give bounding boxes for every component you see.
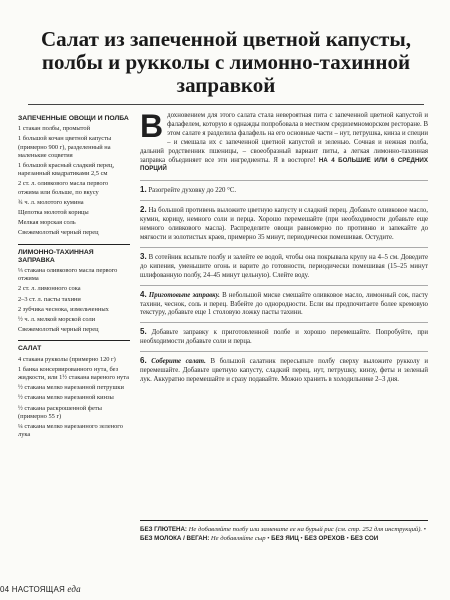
ingredient-item: 1 большой кочан цветной капусты (примерно 900 г), разделенный на маленькие соцветия bbox=[18, 135, 112, 159]
section-heading: ЗАПЕЧЕННЫЕ ОВОЩИ И ПОЛБА bbox=[18, 115, 129, 122]
step-1 bbox=[140, 180, 428, 196]
step-number: 4. bbox=[140, 289, 147, 299]
step-6 bbox=[140, 351, 428, 385]
bullet-separator: • bbox=[300, 535, 303, 542]
ingredient-item: 1 стакан полбы, промытой bbox=[18, 125, 91, 133]
step-5 bbox=[140, 322, 428, 347]
diet-text-gluten: Не добавляйте полбу или замените ее на бурый рис (см. стр. 252 для инструкций). bbox=[188, 526, 423, 533]
step-number: 5. bbox=[140, 327, 147, 337]
yield-note: НА 4 БОЛЬШИЕ ИЛИ 6 СРЕДНИХ ПОРЦИЙ bbox=[140, 156, 429, 173]
step-title: Приготовьте заправку. bbox=[148, 291, 220, 299]
ingredient-item: 4 стакана рукколы (примерно 120 г) bbox=[18, 355, 116, 363]
bullet-separator: • bbox=[267, 535, 270, 542]
diet-text-milk: Не добавляйте сыр bbox=[210, 535, 266, 542]
step-3 bbox=[140, 247, 428, 281]
ingredients-section-vegetables bbox=[18, 115, 130, 245]
ingredient-item: Свежемолотый черный перец bbox=[18, 326, 99, 334]
intro-text: дохновением для этого салата стала невероятная пита с запеченной цветной капустой и фалафелем, которую я однажды попробовала в местном средиземноморском ресторане. В этом салате я разделила фалафель на его основные части – нут, петрушка, кинза и специи – и смешала их с запеченной цветной капустой и зеленью. Сочная и нежная полба, дальний родственник пшеницы, – своеобразный вариант питы, а легкая лимонно-тахинная заправка объединяет все эти ингредиенты. Я в восторге! bbox=[140, 112, 428, 164]
step-text: В сотейник всыпьте полбу и залейте ее водой, чтобы она покрывала крупу на 4–5 см. Доведите до кипения, уменьшите огонь и варите до готовности, периодически помешивая (15–25 минут шлифованную полбу, 24–45 минут цельную). Слейте воду. bbox=[140, 253, 428, 279]
ingredient-item: 1 банка консервированного нута, без жидкости, или 1½ стакана вареного нута bbox=[18, 365, 129, 382]
ingredient-item: 2 ст. л. оливкового масла первого отжима или больше, по вкусу bbox=[18, 180, 109, 196]
step-title: Соберите салат. bbox=[151, 358, 206, 366]
page-number: 04 bbox=[0, 585, 10, 594]
page-footer bbox=[0, 584, 81, 594]
step-4 bbox=[140, 285, 428, 319]
ingredients-section-dressing bbox=[18, 249, 130, 342]
ingredient-item: ½ ч. л. мелкой морской соли bbox=[18, 316, 96, 324]
step-number: 6. bbox=[140, 356, 147, 366]
ingredient-item: ½ стакана раскрошенной феты (примерно 55 г) bbox=[18, 404, 102, 420]
ingredient-item: ¼ стакана мелко нарезанного зеленого лука bbox=[18, 423, 123, 439]
recipe-title: Салат из запеченной цветной капусты, полбы и рукколы с лимонно-тахинной заправкой bbox=[41, 27, 411, 97]
diet-label-egg: БЕЗ ЯИЦ bbox=[271, 535, 299, 542]
bullet-separator: • bbox=[423, 526, 427, 533]
diet-label-nut: БЕЗ ОРЕХОВ bbox=[304, 535, 345, 542]
section-heading: САЛАТ bbox=[18, 345, 42, 353]
bullet-separator: • bbox=[346, 535, 349, 542]
footer-brand: НАСТОЯЩАЯ bbox=[11, 585, 65, 594]
dietary-notes bbox=[140, 520, 428, 543]
steps-list bbox=[140, 180, 428, 385]
recipe-body bbox=[140, 108, 429, 385]
diet-label-gluten: БЕЗ ГЛЮТЕНА: bbox=[140, 526, 187, 533]
ingredients-sidebar bbox=[18, 112, 130, 450]
step-2 bbox=[140, 200, 428, 243]
ingredient-item: ½ стакана мелко нарезанной кинзы bbox=[18, 394, 114, 402]
diet-label-soy: БЕЗ СОИ bbox=[350, 535, 379, 542]
ingredient-item: Свежемолотый черный перец bbox=[18, 229, 99, 237]
ingredient-item: 2 зубчика чеснока, измельченных bbox=[18, 305, 109, 313]
step-number: 1. bbox=[140, 185, 147, 195]
step-text: Добавьте заправку к приготовленной полбе и хорошо перемешайте. Попробуйте, при необходимости добавьте соли и перца. bbox=[140, 329, 428, 346]
ingredient-item: 1 большой красный сладкий перец, нарезанный квадратиками 2,5 см bbox=[18, 162, 115, 178]
section-heading: ЛИМОННО-ТАХИННАЯ ЗАПРАВКА bbox=[18, 248, 94, 264]
intro-paragraph bbox=[140, 108, 429, 174]
step-text: Разогрейте духовку до 220 °С. bbox=[148, 187, 237, 195]
ingredient-item: ½ стакана мелко нарезанной петрушки bbox=[18, 384, 124, 392]
diet-label-milk: БЕЗ МОЛОКА / ВЕГАН: bbox=[140, 535, 210, 542]
ingredient-item: 2 ст. л. лимонного сока bbox=[18, 285, 81, 293]
ingredient-item: Щепотка молотой корицы bbox=[18, 209, 89, 217]
ingredient-item: 2–3 ст. л. пасты тахини bbox=[18, 295, 81, 303]
ingredients-section-salad bbox=[18, 345, 130, 445]
title-divider bbox=[28, 104, 424, 105]
step-number: 2. bbox=[140, 205, 147, 215]
ingredient-item: ⅓ стакана оливкового масла первого отжима bbox=[18, 267, 118, 283]
ingredient-item: ¾ ч. л. молотого кумина bbox=[18, 198, 84, 206]
ingredient-item: Мелкая морская соль bbox=[18, 219, 76, 227]
step-text: В большой салатник пересыпьте полбу сверху выложите рукколу и перемешайте. Добавьте цветную капусту, сладкий перец, нут, петрушку, кинзу, феты и зеленый лук. Аккуратно перемешайте и сразу подавайте. Можно хранить в холодильнике 2–3 дня. bbox=[140, 358, 428, 383]
drop-cap: В bbox=[140, 108, 164, 144]
footer-brand-italic: еда bbox=[67, 584, 81, 594]
step-text: На большой противень выложите цветную капусту и сладкий перец. Добавьте оливковое масло, кумин, корицу, немного соли и перца. Хорошо перемешайте (при необходимости добавьте еще немного оливкового масла). Распределите овощи равномерно по противню и запекайте до мягкости и золотистых краев, примерно 35 минут, периодически помешивая. Остудите. bbox=[140, 207, 428, 241]
step-text: В небольшой миске смешайте оливковое масло, лимонный сок, пасту тахини, чеснок, соль и перец. Взбейте до однородности. Если вы предпочитаете более кремовую текстуру, добавьте еще 1 столовую ложку пасты тахини. bbox=[140, 291, 429, 317]
step-number: 3. bbox=[140, 251, 147, 261]
